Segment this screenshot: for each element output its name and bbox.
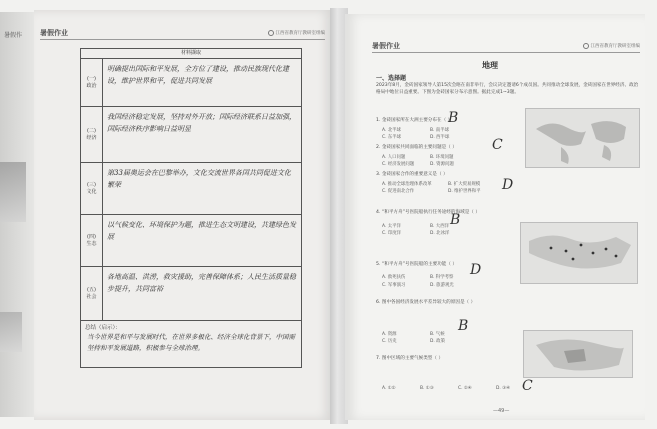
option: A. ①②: [382, 386, 396, 391]
region-map-figure: [523, 330, 633, 378]
question-number: 4.: [376, 210, 381, 215]
right-publisher-text: 江西省教育厅教研室组编: [590, 44, 640, 49]
row-label: (五) 社会: [81, 267, 103, 320]
handwritten-answer: B: [458, 318, 469, 334]
option: B. 气候: [430, 332, 445, 337]
row-handwriting: 明确提出国际和平发展，全方位了建设，推动民族现代化建设，维护世界和平，促进共同发展: [107, 65, 289, 85]
option: B. 科学考察: [430, 275, 454, 280]
publisher-logo-icon: [268, 30, 274, 36]
option: B. 大西洋: [430, 224, 449, 229]
question-number: 6.: [376, 300, 381, 305]
table-row: [81, 267, 301, 321]
question-text: 金砖国家合作的重要意义是（ ）: [381, 172, 448, 177]
edge-photo: [0, 162, 26, 222]
row-label: (一) 政治: [81, 59, 103, 106]
row-label: (二) 经济: [81, 107, 103, 162]
question-text: “和平方舟”号医院船的主要功能（ ）: [381, 262, 457, 267]
page-number: —49—: [493, 408, 510, 414]
row-handwriting: 我国经济稳定发展，坚持对外开放；国际经济联系日益加强，国际经济秩序影响日益明显: [107, 113, 296, 133]
row-label: (三) 文化: [81, 163, 103, 214]
option: A. 资源: [382, 332, 397, 337]
option: B. 扩大贸易规模: [448, 182, 481, 187]
option: A. 推动全球治理体系改革: [382, 182, 432, 187]
option: A. 人口问题: [382, 155, 406, 160]
row-handwriting: 各地高温、洪涝，救灾援助，完善保障体系；人民生活质量稳步提升，共同富裕: [107, 273, 296, 293]
option: C. 促进南北合作: [382, 189, 415, 194]
summary-label: 总结（启示）：: [85, 325, 121, 331]
option: C. ②④: [458, 386, 472, 391]
table-title: 材料撷取: [81, 49, 301, 59]
option: C. 印度洋: [382, 231, 402, 236]
option: C. 经济发展问题: [382, 162, 415, 167]
intro-paragraph: 2023年8月，金砖国家领导人第15次会晤在南非举行，会议决定邀请6个成员国。共同推动全球发展，金砖国家在世界经济、政治格局中地位日益重要。下图为金砖国家分布示意图。据此完成1~3题。: [376, 83, 639, 95]
question-text: 金砖国家所在大洲主要分布在（ ）: [381, 118, 453, 123]
option: D. ③④: [496, 386, 511, 391]
option: C. 历史: [382, 339, 397, 344]
left-header-title: 暑假作业: [40, 28, 68, 37]
table-row: [81, 163, 301, 215]
left-publisher-text: 江西省教育厅教研室组编: [275, 30, 325, 36]
ocean-map-figure: [520, 222, 638, 284]
section-title: 一、选择题: [376, 75, 407, 82]
summary-handwriting: 当今世界是和平与发展时代，在世界多极化、经济全球化背景下，中国需坚持和平发展道路，积极参与全球治理。: [87, 333, 295, 352]
option: D. 北冰洋: [430, 231, 450, 236]
region-map-graphic: [524, 331, 634, 379]
option: D. 旅游观光: [430, 283, 454, 288]
handwritten-answer: B: [448, 110, 459, 126]
handwritten-answer: C: [522, 378, 533, 394]
handwritten-answer: B: [450, 212, 461, 228]
previous-page-edge: [0, 12, 34, 417]
handwritten-answer: C: [492, 137, 503, 153]
question-number: 5.: [376, 262, 381, 267]
right-publisher: [583, 43, 641, 49]
option: A. 北半球: [382, 128, 401, 133]
edge-tag: 暑假作: [4, 32, 23, 39]
table-row: [81, 59, 301, 107]
left-publisher: [268, 30, 326, 36]
option: A. 救死扶伤: [382, 275, 406, 280]
publisher-logo-icon: [583, 43, 589, 49]
option: D. 维护世界和平: [448, 189, 481, 194]
option: C. 东半球: [382, 135, 402, 140]
option: D. 资源问题: [430, 162, 454, 167]
question-text: 图中区域的主要气候类型（ ）: [381, 356, 444, 361]
handwritten-answer: D: [470, 262, 482, 278]
option: A. 太平洋: [382, 224, 401, 229]
option: C. 军事演习: [382, 283, 406, 288]
question-7: [376, 356, 516, 363]
subject-title: 地理: [482, 61, 498, 70]
question-text: 金砖国家共同面临的主要问题是（ ）: [381, 145, 457, 150]
option: D. 政策: [430, 339, 445, 344]
option: B. 环境问题: [430, 155, 454, 160]
question-text: 图中各国经济发展水平差异较大的原因是（ ）: [381, 300, 476, 305]
question-number: 1.: [376, 118, 381, 123]
handwritten-answer: D: [502, 177, 514, 193]
table-row: [81, 107, 301, 163]
right-header: [372, 40, 640, 53]
row-handwriting: 以气候变化、环境保护为题，推进生态文明建设，共建绿色发展: [107, 221, 296, 241]
ocean-map-graphic: [521, 223, 639, 285]
option: D. 西半球: [430, 135, 450, 140]
question-5: [376, 262, 516, 269]
edge-photo-2: [0, 312, 22, 352]
row-handwriting: 第33届奥运会在巴黎举办，文化交流世界各国共同促进文化繁荣: [107, 169, 291, 189]
left-header: [40, 26, 325, 40]
question-4: [376, 210, 516, 217]
option: B. ①③: [420, 386, 434, 391]
row-label: (四) 生态: [81, 215, 103, 266]
summary-box: [80, 320, 302, 368]
right-header-title: 暑假作业: [372, 42, 400, 50]
question-text: “和平方舟”号医院船执行任务途经的海域是（ ）: [381, 210, 480, 215]
option: B. 南半球: [430, 128, 449, 133]
question-6: [376, 300, 641, 307]
question-number: 2.: [376, 145, 381, 150]
world-map-figure: [525, 108, 640, 168]
world-map-graphic: [526, 109, 641, 169]
question-3: [376, 172, 521, 179]
table-row: [81, 215, 301, 267]
question-number: 3.: [376, 172, 381, 177]
question-number: 7.: [376, 356, 381, 361]
